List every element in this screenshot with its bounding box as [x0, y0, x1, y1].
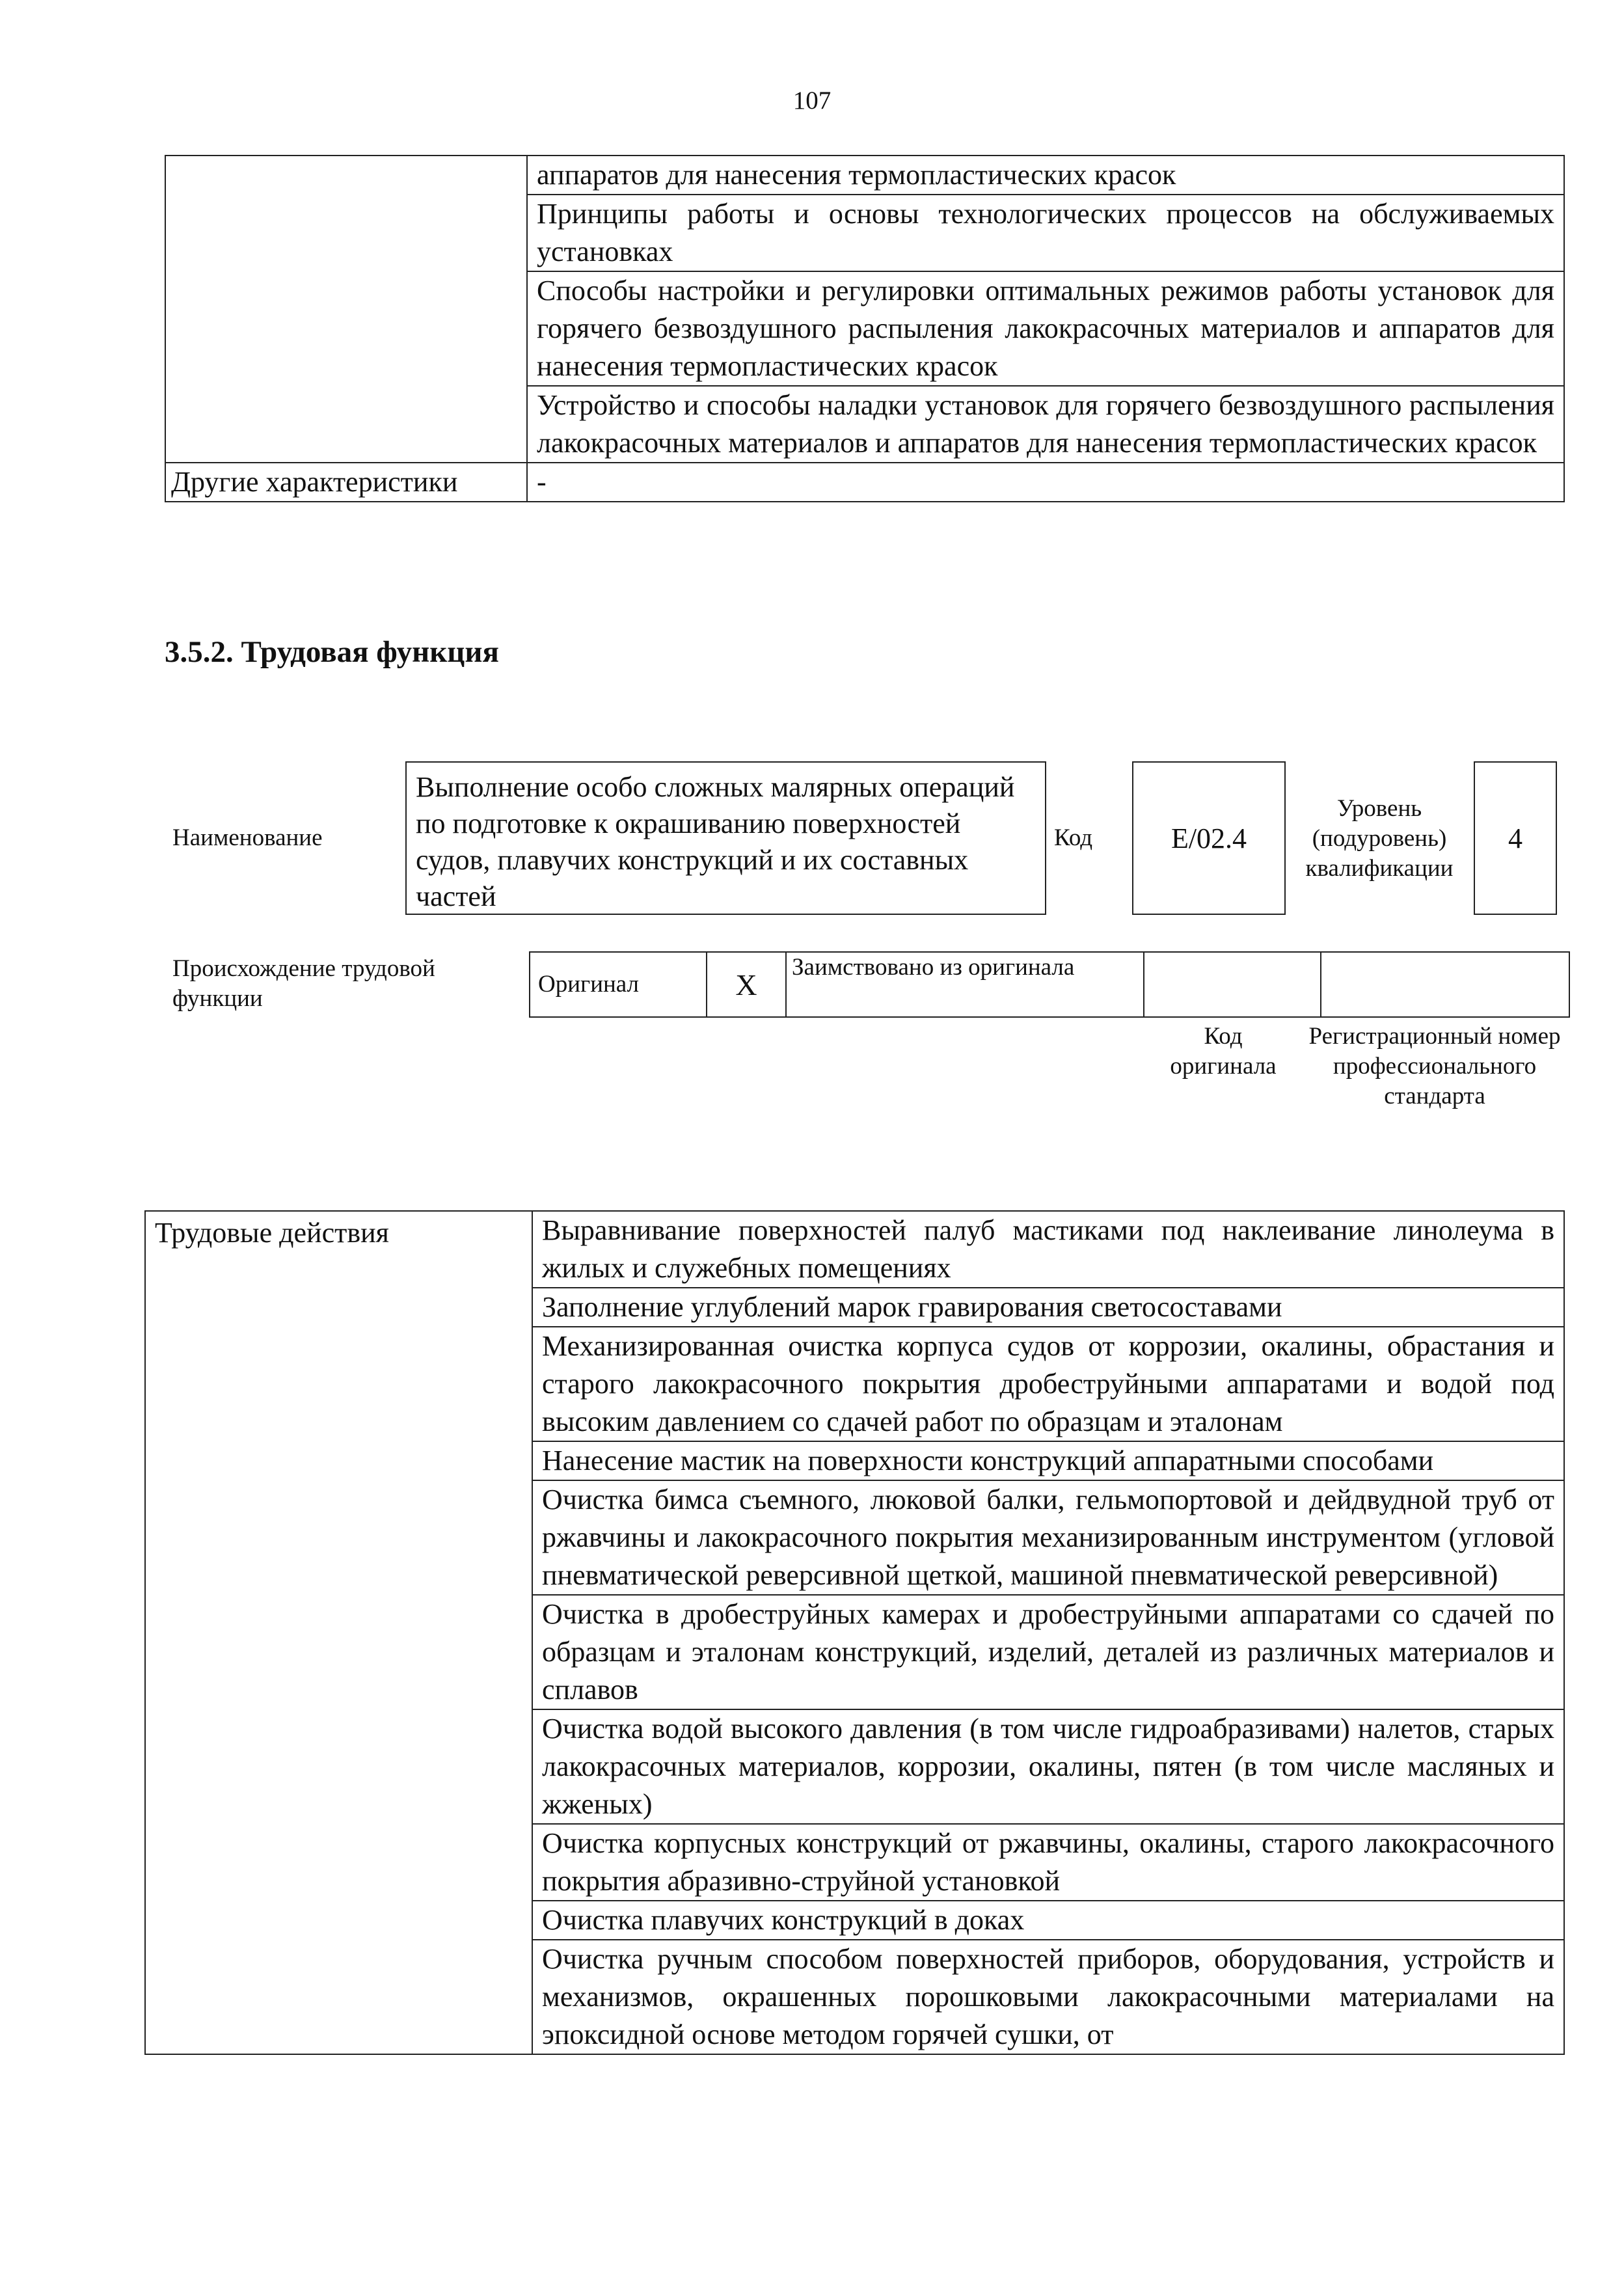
knowledge-row: Принципы работы и основы технологических процессов на обслуживаемых установках [527, 195, 1564, 271]
labor-actions-table [144, 1210, 1565, 2055]
registration-number-caption: Регистрационный номер профессионального стандарта [1308, 1023, 1561, 1109]
function-name-box: Выполнение особо сложных малярных операций по подготовке к окрашиванию поверхностей судов, плавучих конструкций и их составных частей [405, 761, 1046, 915]
original-mark-cell: X [707, 952, 786, 1017]
registration-number-cell [1321, 952, 1569, 1017]
section-heading: 3.5.2. Трудовая функция [165, 635, 499, 669]
original-code-cell [1144, 952, 1321, 1017]
labor-action-row: Очистка ручным способом поверхностей приборов, оборудования, устройств и механизмов, окрашенных порошковыми лакокрасочными материалами на эпоксидной основе методом горячей сушки, от [532, 1940, 1564, 2054]
code-value-box: E/02.4 [1132, 761, 1286, 915]
labor-action-row: Механизированная очистка корпуса судов от коррозии, окалины, обрастания и старого лакокрасочного покрытия дробеструйными аппаратами и водой под высоким давлением со сдачей работ по образцам и эталонам [532, 1327, 1564, 1441]
knowledge-table [165, 155, 1565, 502]
origin-table [529, 951, 1570, 1018]
knowledge-left-cell [165, 156, 527, 463]
labor-actions-label: Трудовые действия [145, 1211, 532, 2054]
code-label: Код [1054, 824, 1093, 851]
name-label: Наименование [172, 824, 323, 851]
labor-action-row: Заполнение углублений марок гравирования светосоставами [532, 1288, 1564, 1327]
knowledge-row: Устройство и способы наладки установок для горячего безвоздушного распыления лакокрасочных материалов и аппаратов для нанесения термопластических красок [527, 386, 1564, 463]
page-number: 107 [792, 87, 832, 115]
labor-action-row: Очистка бимса съемного, люковой балки, гельмопортовой и дейдвудной труб от ржавчины и лакокрасочного покрытия механизированным инструментом (угловой пневматической реверсивной щеткой, машиной пневматической реверсивной) [532, 1480, 1564, 1595]
labor-action-row: Выравнивание поверхностей палуб мастиками под наклеивание линолеума в жилых и служебных помещениях [532, 1211, 1564, 1288]
labor-action-row: Нанесение мастик на поверхности конструкций аппаратными способами [532, 1441, 1564, 1480]
qualification-level-label: Уровень (подуровень) квалификации [1305, 795, 1454, 882]
origin-label: Происхождение трудовой функции [172, 955, 435, 1012]
labor-action-row: Очистка плавучих конструкций в доках [532, 1901, 1564, 1940]
code-original-caption: Код оригинала [1170, 1023, 1277, 1080]
labor-action-row: Очистка водой высокого давления (в том числе гидроабразивами) налетов, старых лакокрасочных материалов, коррозии, окалины, пятен (в том числе масляных и жженых) [532, 1709, 1564, 1824]
labor-action-row: Очистка в дробеструйных камерах и дробеструйными аппаратами со сдачей по образцам и эталонам конструкций, изделий, деталей из различных материалов и сплавов [532, 1595, 1564, 1709]
knowledge-row: Способы настройки и регулировки оптимальных режимов работы установок для горячего безвоздушного распыления лакокрасочных материалов и аппаратов для нанесения термопластических красок [527, 271, 1564, 386]
knowledge-row: аппаратов для нанесения термопластических красок [527, 156, 1564, 195]
original-label-cell: Оригинал [530, 952, 707, 1017]
borrowed-label-cell: Заимствовано из оригинала [786, 952, 1144, 1017]
labor-action-row: Очистка корпусных конструкций от ржавчины, окалины, старого лакокрасочного покрытия абразивно-струйной установкой [532, 1824, 1564, 1901]
other-characteristics-label: Другие характеристики [165, 463, 527, 502]
other-characteristics-value: - [527, 463, 1564, 502]
qualification-level-box: 4 [1474, 761, 1557, 915]
